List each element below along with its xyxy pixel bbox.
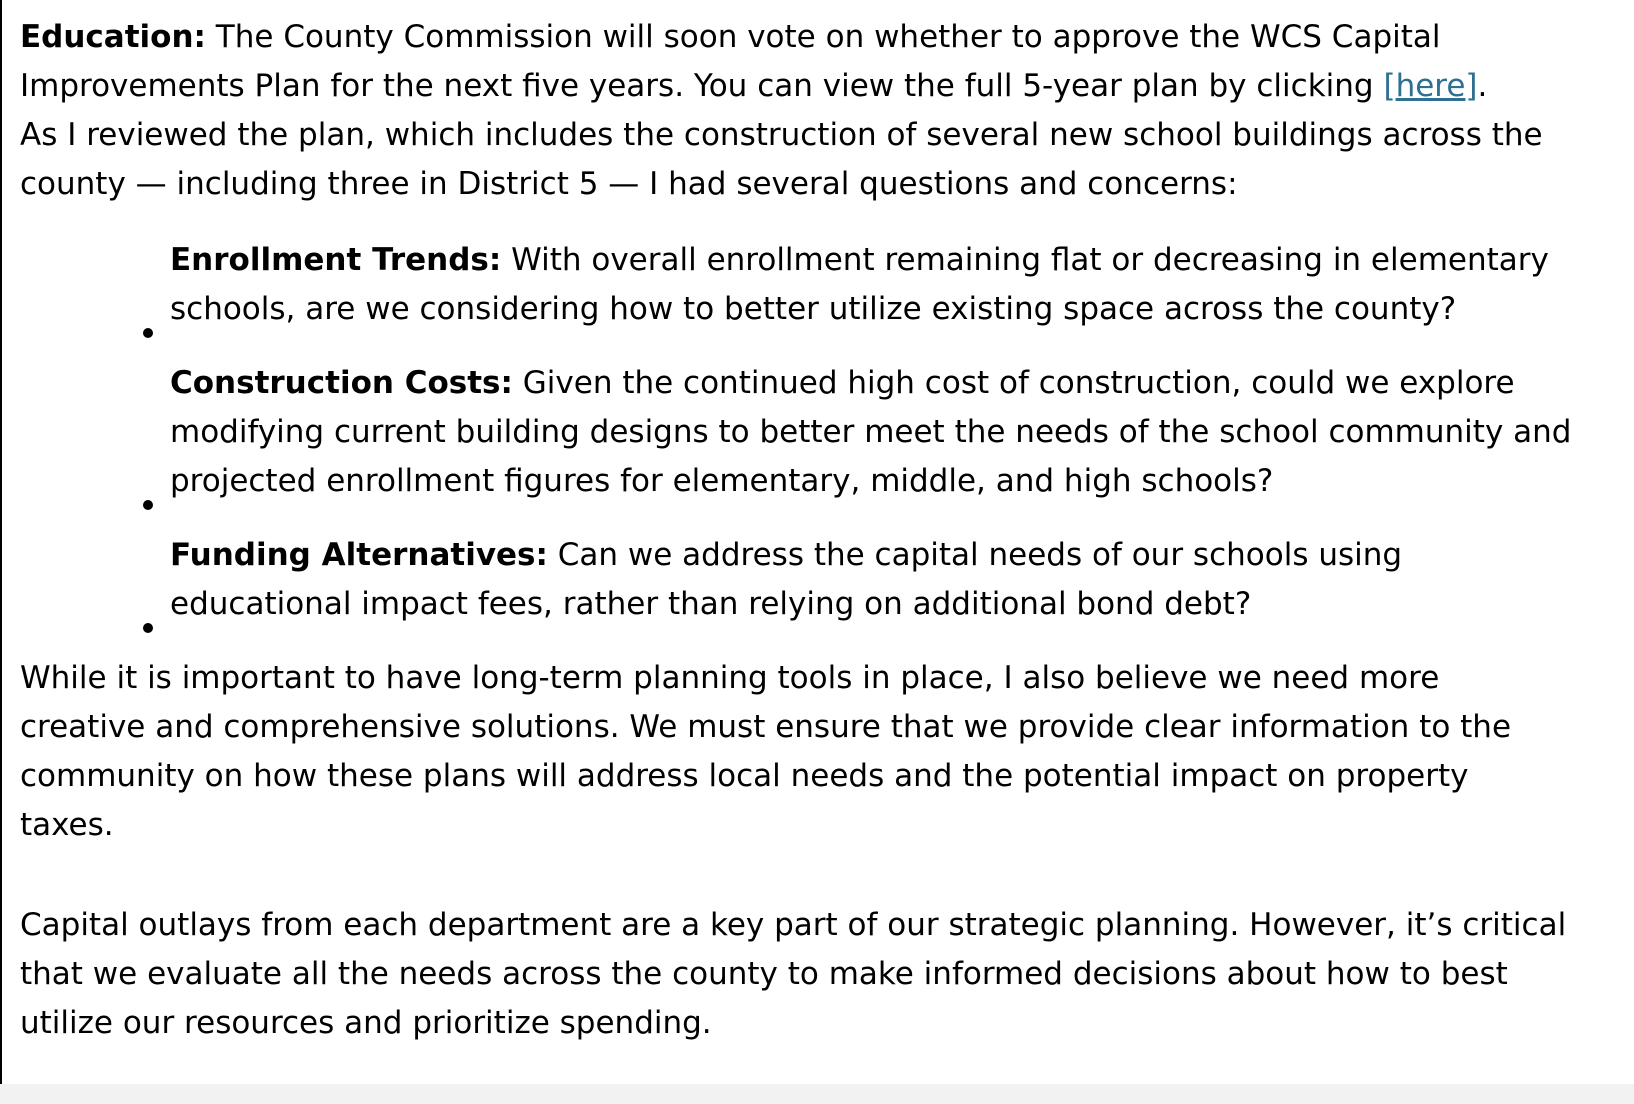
text-line: creative and comprehensive solutions. We must ensure that we provide clear information to the [20, 709, 1512, 745]
text-line: As I reviewed the plan, which includes the construction of several new school buildings across the [20, 117, 1543, 153]
text-line [170, 236, 1614, 285]
bullet-icon [143, 623, 153, 633]
intro-text: Improvements Plan for the next five years. You can view the full 5-year plan by clicking [20, 68, 1384, 104]
bullet-icon [143, 328, 153, 338]
item-text: With overall enrollment remaining flat or decreasing in elementary [501, 242, 1549, 278]
text-line: schools, are we considering how to better utilize existing space across the county? [170, 291, 1457, 327]
here-link[interactable] [1383, 68, 1477, 104]
list-item-funding-alternatives [20, 531, 1614, 629]
link-close-bracket: ] [1465, 68, 1478, 104]
concerns-list [20, 236, 1614, 629]
closing-paragraph-1 [20, 654, 1614, 850]
text-line [20, 13, 1614, 62]
text-line: utilize our resources and prioritize spending. [20, 1005, 712, 1041]
item-text: Can we address the capital needs of our schools using [547, 537, 1403, 573]
text-line: While it is important to have long-term planning tools in place, I also believe we need more [20, 660, 1440, 696]
text-line: projected enrollment figures for elementary, middle, and high schools? [170, 463, 1274, 499]
education-label: Education: [20, 19, 206, 55]
text-line: modifying current building designs to better meet the needs of the school community and [170, 414, 1572, 450]
intro-text: . [1477, 68, 1488, 104]
text-line [170, 359, 1614, 408]
funding-alternatives-label: Funding Alternatives: [170, 537, 548, 573]
list-item-enrollment-trends [20, 236, 1614, 334]
text-line: county — including three in District 5 — I had several questions and concerns: [20, 166, 1238, 202]
intro-text: The County Commission will soon vote on whether to approve the WCS Capital [205, 19, 1441, 55]
window-bottom-edge [0, 1084, 1634, 1104]
item-text: Given the continued high cost of construction, could we explore [512, 365, 1515, 401]
bullet-icon [143, 500, 153, 510]
closing-paragraph-2 [20, 901, 1614, 1048]
text-line [170, 531, 1614, 580]
text-line: educational impact fees, rather than relying on additional bond debt? [170, 586, 1252, 622]
enrollment-trends-label: Enrollment Trends: [170, 242, 502, 278]
text-line: taxes. [20, 807, 114, 843]
text-line: that we evaluate all the needs across the county to make informed decisions about how to best [20, 956, 1508, 992]
list-item-construction-costs [20, 359, 1614, 506]
link-open-bracket: [ [1383, 68, 1396, 104]
link-text: here [1395, 68, 1466, 104]
text-line: Capital outlays from each department are a key part of our strategic planning. However, it’s critical [20, 907, 1567, 943]
construction-costs-label: Construction Costs: [170, 365, 513, 401]
text-line: community on how these plans will address local needs and the potential impact on property [20, 758, 1469, 794]
text-line [20, 62, 1614, 111]
intro-paragraph [20, 13, 1614, 209]
